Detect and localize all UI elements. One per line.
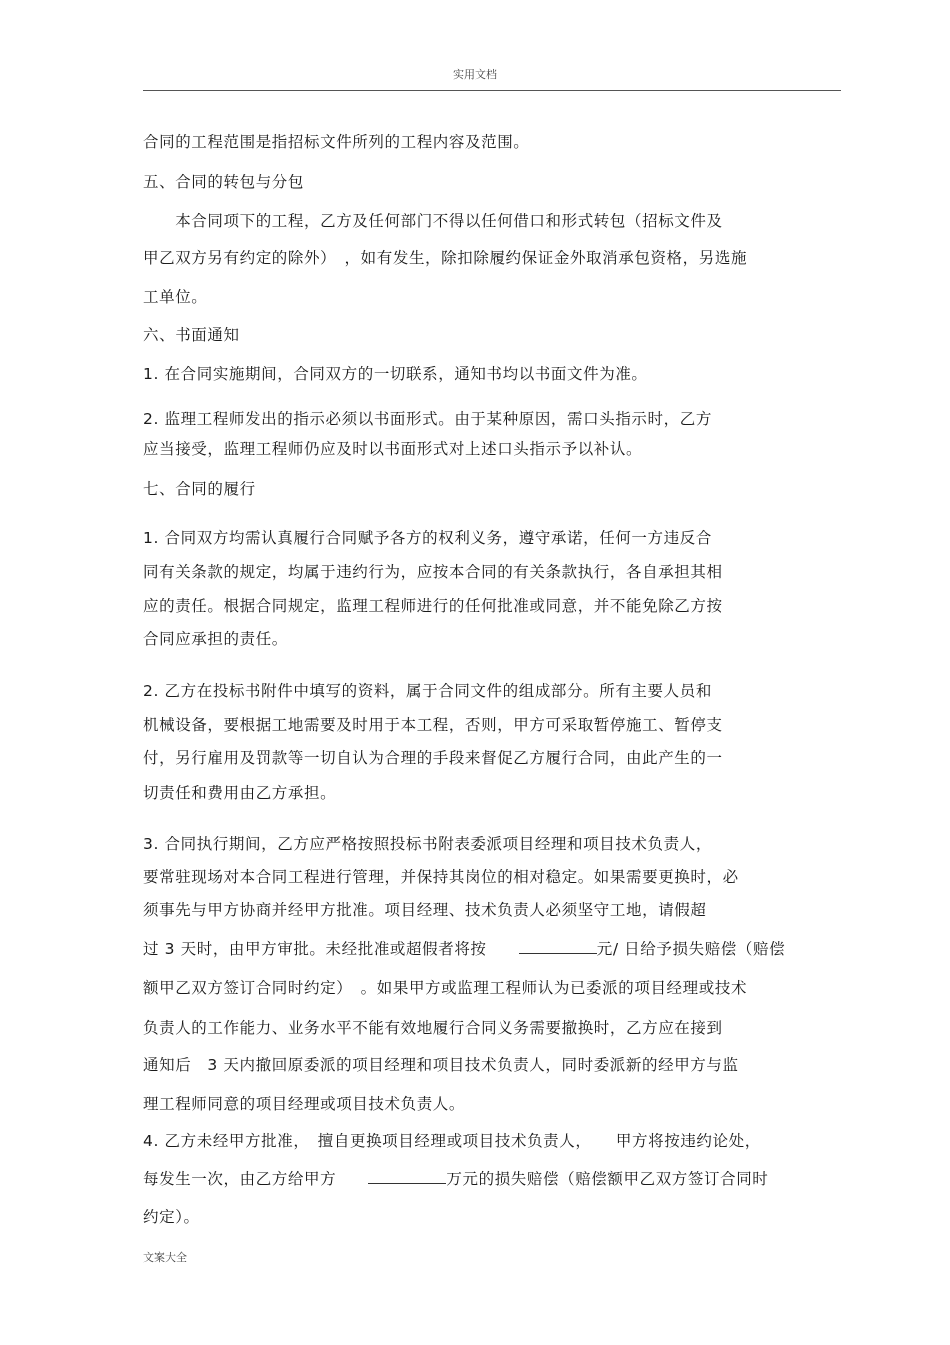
text-line: 约定）。 (143, 1208, 200, 1226)
text-line: 要常驻现场对本合同工程进行管理，并保持其岗位的相对稳定。如果需要更换时，必 (143, 868, 739, 886)
text-line: 工单位。 (143, 288, 208, 306)
text-line: 理工程师同意的项目经理或项目技术负责人。 (143, 1095, 466, 1113)
text-line: 1. 在合同实施期间，合同双方的一切联系，通知书均以书面文件为准。 (143, 365, 648, 383)
text-segment: 元/ 日给予损失赔偿（赔偿 (596, 940, 786, 958)
text-line: 合同的工程范围是指招标文件所列的工程内容及范围。 (143, 133, 530, 151)
text-line: 通知后 3 天内撤回原委派的项目经理和项目技术负责人，同时委派新的经甲方与监 (143, 1056, 739, 1074)
text-line: 额甲乙双方签订合同时约定） 。如果甲方或监理工程师认为已委派的项目经理或技术 (143, 979, 748, 997)
fill-in-blank (519, 939, 597, 954)
text-line: 合同应承担的责任。 (143, 630, 288, 648)
section-heading: 五、合同的转包与分包 (143, 173, 305, 191)
text-line: 同有关条款的规定，均属于违约行为，应按本合同的有关条款执行，各自承担其相 (143, 563, 723, 581)
text-line: 应的责任。根据合同规定，监理工程师进行的任何批准或同意，并不能免除乙方按 (143, 597, 723, 615)
page-header: 实用文档 (453, 68, 497, 81)
text-line: 2. 乙方在投标书附件中填写的资料，属于合同文件的组成部分。所有主要人员和 (143, 682, 712, 700)
text-line: 2. 监理工程师发出的指示必须以书面形式。由于某种原因，需口头指示时，乙方 (143, 410, 712, 428)
text-line: 3. 合同执行期间，乙方应严格按照投标书附表委派项目经理和项目技术负责人， (143, 835, 712, 853)
text-line: 本合同项下的工程，乙方及任何部门不得以任何借口和形式转包（招标文件及 (143, 212, 723, 230)
text-line: 1. 合同双方均需认真履行合同赋予各方的权利义务，遵守承诺，任何一方违反合 (143, 529, 712, 547)
text-line: 付，另行雇用及罚款等一切自认为合理的手段来督促乙方履行合同，由此产生的一 (143, 749, 723, 767)
text-line: 负责人的工作能力、业务水平不能有效地履行合同义务需要撤换时，乙方应在接到 (143, 1019, 723, 1037)
header-divider (143, 90, 841, 91)
text-line: 应当接受，监理工程师仍应及时以书面形式对上述口头指示予以补认。 (143, 440, 643, 458)
text-segment: 每发生一次，由乙方给甲方 (143, 1170, 369, 1188)
fill-in-blank (368, 1169, 446, 1184)
text-line: 机械设备，要根据工地需要及时用于本工程，否则，甲方可采取暂停施工、暂停支 (143, 716, 723, 734)
text-line-with-blank (143, 937, 785, 959)
text-line: 须事先与甲方协商并经甲方批准。项目经理、技术负责人必须坚守工地，请假超 (143, 901, 707, 919)
text-line-with-blank (143, 1167, 768, 1189)
section-heading: 六、书面通知 (143, 326, 240, 344)
text-line: 甲乙双方另有约定的除外） ，如有发生，除扣除履约保证金外取消承包资格，另选施 (143, 249, 748, 267)
text-line: 4. 乙方未经甲方批准， 擅自更换项目经理或项目技术负责人， 甲方将按违约论处， (143, 1132, 761, 1150)
page-footer: 文案大全 (143, 1251, 187, 1264)
section-heading: 七、合同的履行 (143, 480, 256, 498)
text-segment: 过 3 天时，由甲方审批。未经批准或超假者将按 (143, 940, 519, 958)
text-segment: 万元的损失赔偿（赔偿额甲乙双方签订合同时 (446, 1170, 769, 1188)
text-line: 切责任和费用由乙方承担。 (143, 784, 337, 802)
